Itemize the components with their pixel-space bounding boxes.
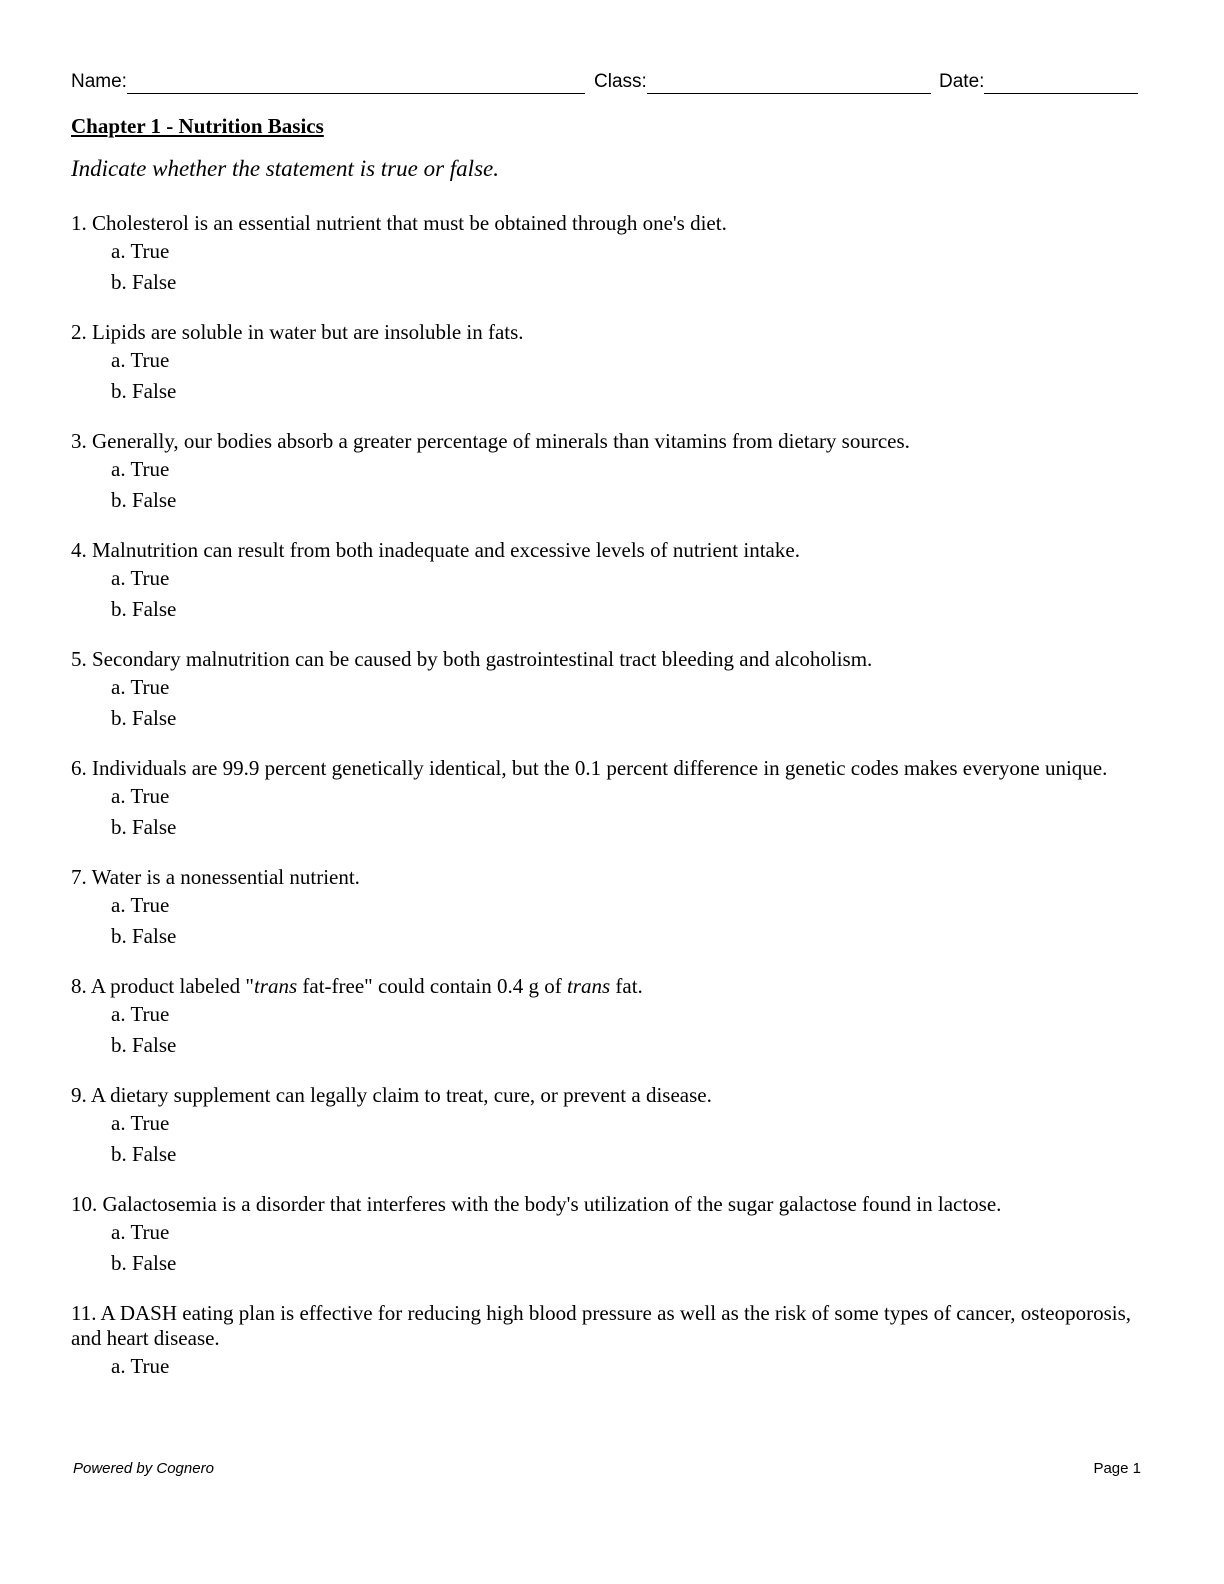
option-true: a. True xyxy=(111,1111,170,1135)
question-5 xyxy=(71,647,1151,734)
option-false: b. False xyxy=(111,379,177,403)
option-true: a. True xyxy=(111,893,170,917)
name-field xyxy=(71,70,585,94)
option-false: b. False xyxy=(111,1033,177,1057)
option-false: b. False xyxy=(111,1142,177,1166)
class-label: Class: xyxy=(594,71,647,92)
option-false: b. False xyxy=(111,706,177,730)
question-3 xyxy=(71,429,1151,516)
stem-italic-term: trans xyxy=(566,974,611,998)
option-true: a. True xyxy=(111,457,170,481)
question-2 xyxy=(71,320,1151,407)
page-number: Page 1 xyxy=(1093,1460,1141,1477)
date-blank-line xyxy=(984,71,1138,94)
question-stem: 11. A DASH eating plan is effective for reducing high blood pressure as well as the risk of some types of cancer, osteoporosis, and heart disease. xyxy=(71,1301,1131,1350)
question-6 xyxy=(71,756,1151,843)
powered-by-text: Powered by Cognero xyxy=(73,1460,214,1477)
option-true: a. True xyxy=(111,239,170,263)
option-false: b. False xyxy=(111,597,177,621)
date-field xyxy=(939,70,1138,94)
question-stem: 10. Galactosemia is a disorder that interferes with the body's utilization of the sugar galactose found in lactose. xyxy=(71,1192,1002,1216)
chapter-title: Chapter 1 - Nutrition Basics xyxy=(71,114,324,138)
option-false: b. False xyxy=(111,1251,177,1275)
stem-italic-term: trans xyxy=(253,974,298,998)
option-true: a. True xyxy=(111,566,170,590)
option-true: a. True xyxy=(111,1354,170,1378)
question-11 xyxy=(71,1301,1151,1382)
question-stem: 4. Malnutrition can result from both inadequate and excessive levels of nutrient intake. xyxy=(71,538,800,562)
question-stem: 3. Generally, our bodies absorb a greater percentage of minerals than vitamins from dietary sources. xyxy=(71,429,910,453)
question-stem: 9. A dietary supplement can legally claim to treat, cure, or prevent a disease. xyxy=(71,1083,712,1107)
stem-part: fat-free" could contain 0.4 g of xyxy=(297,974,567,998)
option-false: b. False xyxy=(111,488,177,512)
stem-part: fat. xyxy=(610,974,643,998)
question-10 xyxy=(71,1192,1151,1279)
question-8 xyxy=(71,974,1151,1061)
question-stem: 6. Individuals are 99.9 percent genetically identical, but the 0.1 percent difference in genetic codes makes everyone unique. xyxy=(71,756,1108,780)
option-false: b. False xyxy=(111,924,177,948)
question-stem: 5. Secondary malnutrition can be caused by both gastrointestinal tract bleeding and alcoholism. xyxy=(71,647,873,671)
class-field xyxy=(594,70,931,94)
option-true: a. True xyxy=(111,1220,170,1244)
question-4 xyxy=(71,538,1151,625)
question-9 xyxy=(71,1083,1151,1170)
question-7 xyxy=(71,865,1151,952)
question-stem: 2. Lipids are soluble in water but are insoluble in fats. xyxy=(71,320,524,344)
question-stem: 1. Cholesterol is an essential nutrient that must be obtained through one's diet. xyxy=(71,211,727,235)
option-true: a. True xyxy=(111,348,170,372)
option-true: a. True xyxy=(111,675,170,699)
question-stem: 7. Water is a nonessential nutrient. xyxy=(71,865,360,889)
option-true: a. True xyxy=(111,784,170,808)
instructions: Indicate whether the statement is true or false. xyxy=(71,156,499,181)
question-1 xyxy=(71,211,1151,298)
stem-part: 8. A product labeled " xyxy=(71,974,254,998)
question-list xyxy=(71,211,1151,1382)
name-blank-line xyxy=(127,71,585,94)
option-true: a. True xyxy=(111,1002,170,1026)
class-blank-line xyxy=(647,71,931,94)
question-stem xyxy=(71,974,1151,999)
date-label: Date: xyxy=(939,71,985,92)
option-false: b. False xyxy=(111,815,177,839)
name-label: Name: xyxy=(71,71,127,92)
option-false: b. False xyxy=(111,270,177,294)
